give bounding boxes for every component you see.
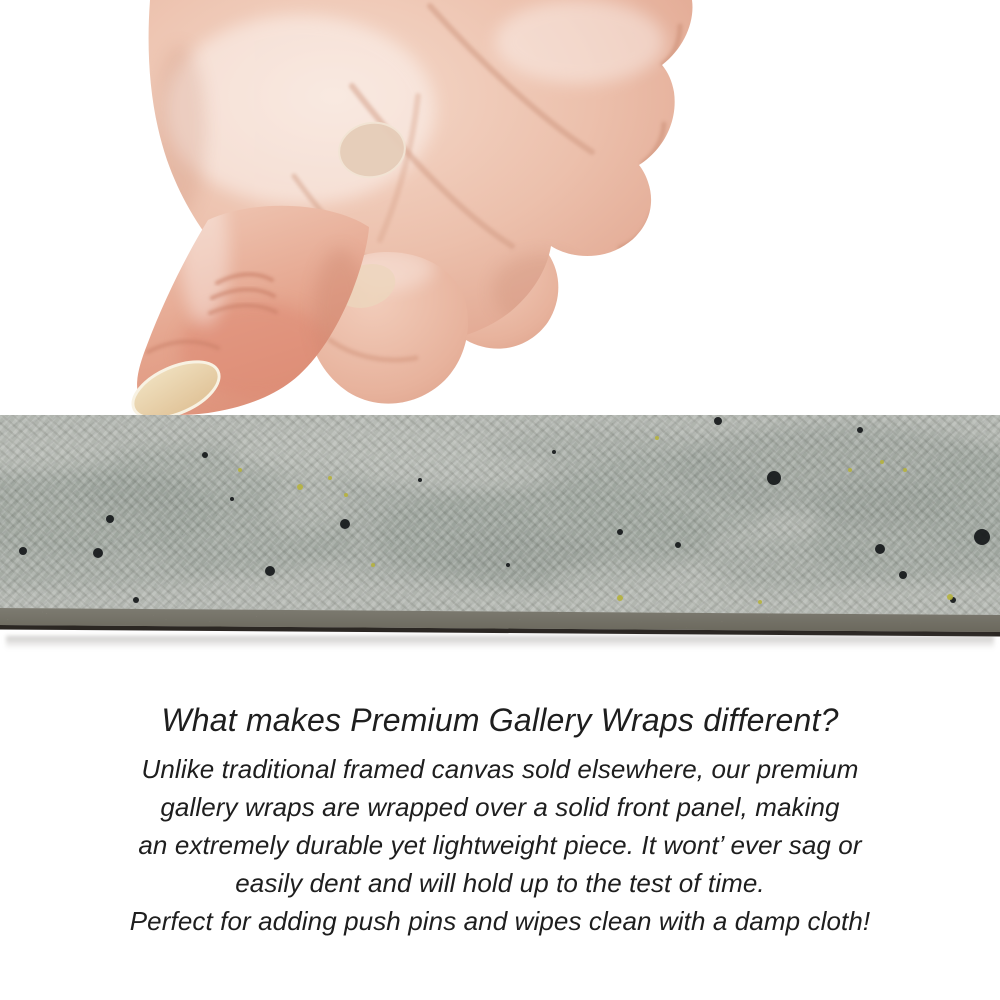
thumb <box>125 183 369 420</box>
product-info-line-3: an extremely durable yet lightweight piece. It wont’ ever sag or <box>138 830 862 860</box>
product-info-line-4: easily dent and will hold up to the test of time. <box>235 868 765 898</box>
product-info-line-1: Unlike traditional framed canvas sold elsewhere, our premium <box>141 754 859 784</box>
product-info-line-5: Perfect for adding push pins and wipes clean with a damp cloth! <box>129 906 871 936</box>
product-info-line-2: gallery wraps are wrapped over a solid front panel, making <box>160 792 840 822</box>
canvas-edge-photo <box>0 415 1000 640</box>
hand-photo <box>0 0 1000 420</box>
product-info <box>0 698 1000 940</box>
canvas-edge-illustration <box>0 415 1000 640</box>
canvas-drop-shadow <box>6 636 994 649</box>
product-info-heading: What makes Premium Gallery Wraps different? <box>161 702 839 738</box>
hand-illustration <box>0 0 1000 420</box>
